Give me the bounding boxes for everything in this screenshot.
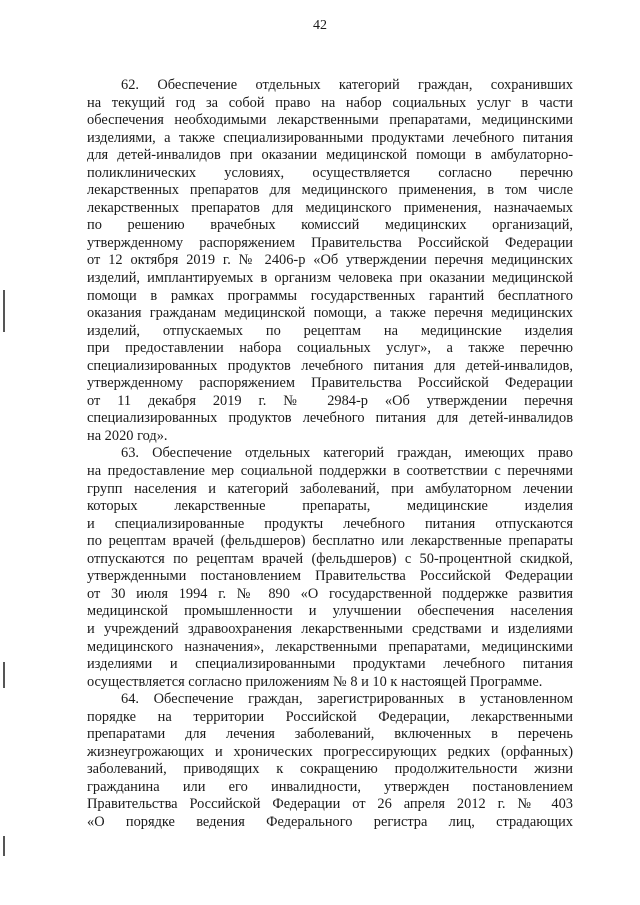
scan-margin-mark [3, 290, 5, 332]
text-line: изделиями и специализированными продуктами лечебного питания [87, 656, 573, 673]
text-line: утвержденными постановлением Правительства Российской Федерации [87, 568, 573, 585]
text-line: специализированных продуктов лечебного питания для детей-инвалидов, [87, 357, 573, 374]
scan-margin-mark [3, 836, 5, 856]
text-line: и специализированные продукты лечебного питания отпускаются [87, 515, 573, 532]
text-line: которых лекарственные препараты, медицинские изделия [87, 498, 573, 515]
text-line: специализированных продуктов лечебного питания для детей-инвалидов [87, 410, 573, 427]
text-line: осуществляется согласно приложениям № 8 и 10 к настоящей Программе. [87, 673, 543, 690]
text-line: Правительства Российской Федерации от 26 апреля 2012 г. № 403 [87, 796, 573, 813]
document-body [87, 77, 573, 832]
text-line: 62. Обеспечение отдельных категорий граждан, сохранивших [121, 77, 573, 93]
text-line: 63. Обеспечение отдельных категорий граждан, имеющих право [121, 445, 573, 462]
text-line: оказания гражданам медицинской помощи, а также перечня медицинских [87, 305, 573, 322]
text-line: изделий, имплантируемых в организм человека при оказании медицинской [87, 270, 573, 287]
text-line: препаратами для лечения заболеваний, включенных в перечень [87, 726, 573, 743]
text-line: медицинской промышленности и улучшении обеспечения населения [87, 603, 573, 620]
text-line: «О порядке ведения Федерального регистра лиц, страдающих [87, 813, 573, 830]
text-line: порядке на территории Российской Федерации, лекарственными [87, 708, 573, 725]
scan-margin-mark [3, 662, 5, 688]
text-line: 64. Обеспечение граждан, зарегистрированных в установленном [121, 691, 573, 708]
text-line: от 30 июля 1994 г. № 890 «О государственной поддержке развития [87, 585, 573, 602]
text-line: на 2020 год». [87, 427, 168, 444]
text-line: поликлинических условиях, осуществляется согласно перечню [87, 164, 573, 181]
text-line: медицинского назначения», лекарственными препаратами, медицинскими [87, 638, 573, 655]
text-line: утвержденному распоряжением Правительства Российской Федерации [87, 234, 573, 251]
text-line: на предоставление мер социальной поддержки в соответствии с перечнями [87, 463, 573, 480]
text-line: изделиями, а также специализированными продуктами лечебного питания [87, 129, 573, 146]
text-line: и учреждений здравоохранения лекарственными средствами и изделиями [87, 620, 573, 637]
text-line: групп населения и категорий заболеваний, при амбулаторном лечении [87, 480, 573, 497]
text-line: помощи в рамках программы государственных гарантий бесплатного [87, 287, 573, 304]
text-line: по рецептам врачей (фельдшеров) бесплатно или лекарственные препараты [87, 533, 573, 550]
text-line: жизнеугрожающих и хронических прогрессирующих редких (орфанных) [87, 743, 573, 760]
paragraph [87, 445, 573, 691]
paragraph [87, 77, 573, 445]
text-line: от 11 декабря 2019 г. № 2984-р «Об утверждении перечня [87, 392, 573, 409]
text-line: лекарственных препаратов для медицинского применения, в том числе [87, 182, 573, 199]
text-line: по решению врачебных комиссий медицинских организаций, [87, 217, 573, 234]
text-line: от 12 октября 2019 г. № 2406-р «Об утверждении перечня медицинских [87, 252, 573, 269]
text-line: утвержденному распоряжением Правительства Российской Федерации [87, 375, 573, 392]
page-number: 42 [313, 18, 327, 33]
text-line: для детей-инвалидов при оказании медицинской помощи в амбулаторно- [87, 147, 573, 164]
text-line: при предоставлении набора социальных услуг», а также перечню [87, 340, 573, 357]
paragraph [87, 691, 573, 831]
text-line: гражданина или его инвалидности, утвержден постановлением [87, 778, 573, 795]
text-line: заболеваний, приводящих к сокращению продолжительности жизни [87, 761, 573, 778]
text-line: лекарственных препаратов для медицинского применения, назначаемых [87, 199, 573, 216]
text-line: отпускаются по рецептам врачей (фельдшеров) с 50-процентной скидкой, [87, 550, 573, 567]
text-line: обеспечения необходимыми лекарственными препаратами, медицинскими [87, 112, 573, 129]
text-line: изделий, отпускаемых по рецептам на медицинские изделия [87, 322, 573, 339]
text-line: на текущий год за собой право на набор социальных услуг в части [87, 94, 573, 111]
